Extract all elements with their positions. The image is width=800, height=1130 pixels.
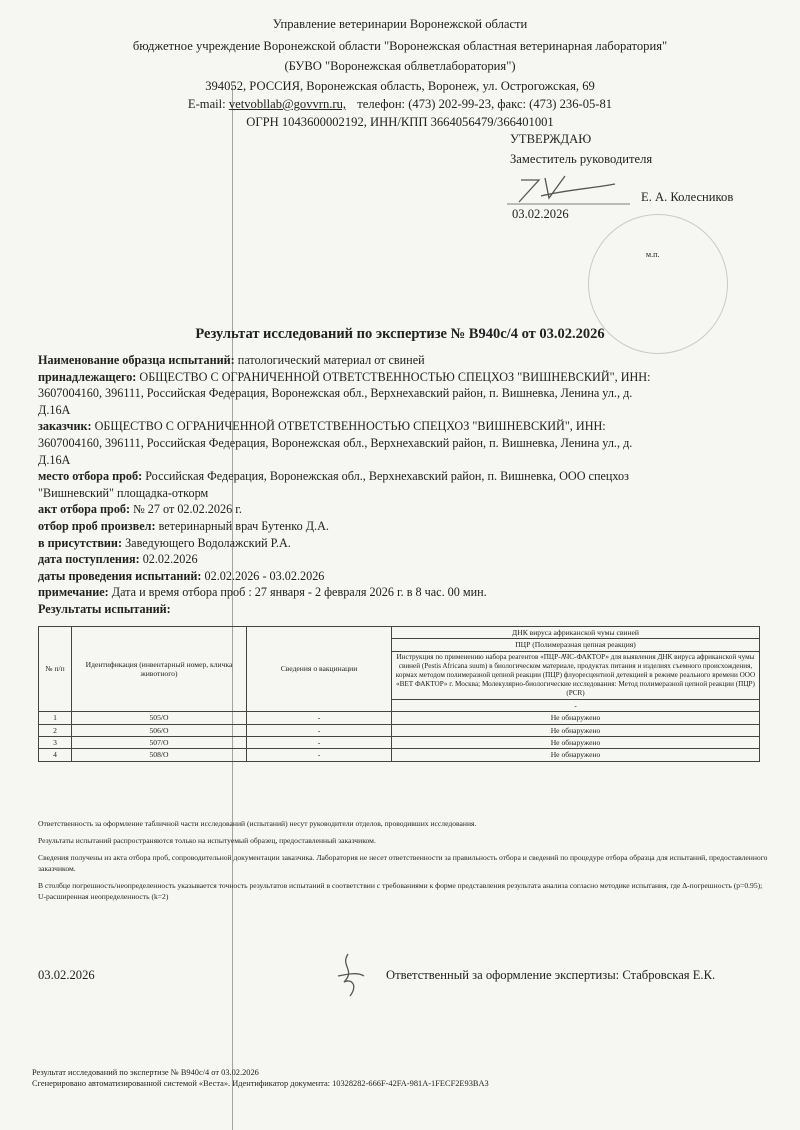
row-vaccination: - <box>247 712 392 724</box>
col-header-instruction: Инструкция по применению набора реагентов «ПЦР-АЧС-ФАКТОР» для выявления ДНК вируса африканской чумы свиней (Pestis Africana suum) в биологическом материале, продуктах питания и изделиях съемного происхождения, кормах методом полимеразной цепной реакции (ПЦР) флуоресцентной детекцией в режиме реального времени ООО «ВЕТ ФАКТОР» г. Москва; Молекулярно-биологические исследования: Метод полимеразной цепной реакции (ПЦР) (PCR) <box>392 651 760 699</box>
results-table <box>38 626 760 762</box>
results-label: Результаты испытаний: <box>38 601 171 616</box>
approver-name: Е. А. Колесников <box>641 190 734 204</box>
row-result: Не обнаружено <box>392 737 760 749</box>
row-id: 506/О <box>72 724 247 736</box>
document-title: Результат исследований по экспертизе № B940с/4 от 03.02.2026 <box>195 326 605 342</box>
dates-value: 02.02.2026 - 03.02.2026 <box>204 568 325 583</box>
org-contacts <box>0 94 800 114</box>
col-header-vaccination: Сведения о вакцинации <box>247 627 392 712</box>
email-label: E-mail: <box>187 97 226 111</box>
org-name: бюджетное учреждение Воронежской области "Воронежская областная ветеринарная лаборатория" <box>132 39 668 53</box>
fields-block <box>38 352 758 618</box>
note-responsibility: Ответственность за оформление табличной части исследований (испытаний) несут руководители отделов, проводивших исследования. <box>38 819 477 828</box>
owner-value-cont2: Д.16А <box>38 402 71 417</box>
note-value: Дата и время отбора проб : 27 января - 2 февраля 2026 г. в 8 час. 00 мин. <box>111 585 487 600</box>
row-num: 2 <box>39 724 72 736</box>
sample-value: патологический материал от свиней <box>237 353 425 367</box>
approve-label: УТВЕРЖДАЮ <box>510 132 592 146</box>
org-address: 394052, РОССИЯ, Воронежская область, Воронеж, ул. Острогожская, 69 <box>205 79 595 93</box>
responsible-signature <box>330 950 370 1000</box>
act-value: № 27 от 02.02.2026 г. <box>133 502 242 517</box>
dates-label: даты проведения испытаний: <box>38 568 202 583</box>
presence-label: в присутствии: <box>38 535 123 550</box>
presence-value: Заведующего Водолажский Р.А. <box>125 535 291 550</box>
notes-block <box>38 818 768 908</box>
table-row <box>39 712 760 724</box>
col-header-dash: - <box>392 699 760 711</box>
row-vaccination: - <box>247 724 392 736</box>
org-short-name: (БУВО "Воронежская облветлаборатория") <box>284 59 516 73</box>
sample-label: Наименование образца испытаний: <box>38 353 235 367</box>
note-sampling: Сведения получены из акта отбора проб, сопроводительной документации заказчика. Лаборатория не несет ответственности за правильность отбора и сведений по процедуре отбора образца для испытаний, предоставленного заказчиком. <box>38 853 768 873</box>
owner-label: принадлежащего: <box>38 369 137 384</box>
row-num: 1 <box>39 712 72 724</box>
note-scope: Результаты испытаний распространяются только на испытуемый образец, предоставленный заказчиком. <box>38 836 376 845</box>
row-vaccination: - <box>247 737 392 749</box>
row-result: Не обнаружено <box>392 749 760 761</box>
approver-signature <box>505 168 645 208</box>
row-result: Не обнаружено <box>392 724 760 736</box>
row-result: Не обнаружено <box>392 712 760 724</box>
row-vaccination: - <box>247 749 392 761</box>
signoff-date: 03.02.2026 <box>38 968 95 982</box>
row-id: 508/О <box>72 749 247 761</box>
note-uncertainty: В столбце погрешность/неопределенность указывается точность результатов испытаний в соответствии с требованиями к форме представления результата анализа согласно методике испытания, где Δ-погрешность (р=0.95); U-расширенная неопределенность (k=2) <box>38 881 763 901</box>
table-row <box>39 749 760 761</box>
row-num: 3 <box>39 737 72 749</box>
table-row <box>39 724 760 736</box>
approver-position: Заместитель руководителя <box>510 152 653 166</box>
owner-value-cont: 3607004160, 396111, Российская Федерация, Воронежская обл., Верхнехавский район, п. Вишневка, Ленина ул., д. <box>38 386 633 401</box>
stamp-label: м.п. <box>646 250 660 259</box>
act-label: акт отбора проб: <box>38 502 131 517</box>
table-row <box>39 737 760 749</box>
scan-crease <box>232 86 233 1130</box>
org-authority: Управление ветеринарии Воронежской области <box>272 17 528 31</box>
responsible-person: Ответственный за оформление экспертизы: Стабровская Е.К. <box>386 968 716 982</box>
org-registration: ОГРН 1043600002192, ИНН/КПП 3664056479/366401001 <box>246 115 554 129</box>
note-label: примечание: <box>38 585 109 600</box>
col-header-test: ДНК вируса африканской чумы свиней <box>392 627 760 639</box>
received-label: дата поступления: <box>38 552 140 567</box>
footer-generated: Сгенерировано автоматизированной системой «Веста». Идентификатор документа: 10328282-666F-42FA-981A-1FECF2E93BA3 <box>32 1079 489 1088</box>
col-header-num: № п/п <box>39 627 72 712</box>
phones: телефон: (473) 202-99-23, факс: (473) 236-05-81 <box>357 97 613 111</box>
customer-value: ОБЩЕСТВО С ОГРАНИЧЕННОЙ ОТВЕТСТВЕННОСТЬЮ СПЕЦХОЗ "ВИШНЕВСКИЙ", ИНН: <box>94 419 606 434</box>
owner-value: ОБЩЕСТВО С ОГРАНИЧЕННОЙ ОТВЕТСТВЕННОСТЬЮ СПЕЦХОЗ "ВИШНЕВСКИЙ", ИНН: <box>139 369 651 384</box>
customer-value-cont: 3607004160, 396111, Российская Федерация, Воронежская обл., Верхнехавский район, п. Вишневка, Ленина ул., д. <box>38 435 633 450</box>
row-id: 505/О <box>72 712 247 724</box>
col-header-method: ПЦР (Полимеразная цепная реакция) <box>392 639 760 651</box>
col-header-id: Идентификация (инвентарный номер, кличка животного) <box>72 627 247 712</box>
received-value: 02.02.2026 <box>142 552 198 567</box>
approval-date: 03.02.2026 <box>512 207 569 221</box>
row-id: 507/О <box>72 737 247 749</box>
place-value: Российская Федерация, Воронежская обл., Верхнехавский район, п. Вишневка, ООО спецхоз <box>145 469 629 484</box>
email-link[interactable]: vetvobllab@govvrn.ru, <box>228 97 347 111</box>
row-num: 4 <box>39 749 72 761</box>
place-label: место отбора проб: <box>38 469 143 484</box>
footer-doc-ref: Результат исследований по экспертизе № B940с/4 от 03.02.2026 <box>32 1068 259 1077</box>
customer-value-cont2: Д.16А <box>38 452 71 467</box>
customer-label: заказчик: <box>38 419 92 434</box>
place-value-cont: "Вишневский" площадка-откорм <box>38 485 209 500</box>
sampler-value: ветеринарный врач Бутенко Д.А. <box>158 518 329 533</box>
footer <box>32 1067 489 1089</box>
sampler-label: отбор проб произвел: <box>38 518 156 533</box>
